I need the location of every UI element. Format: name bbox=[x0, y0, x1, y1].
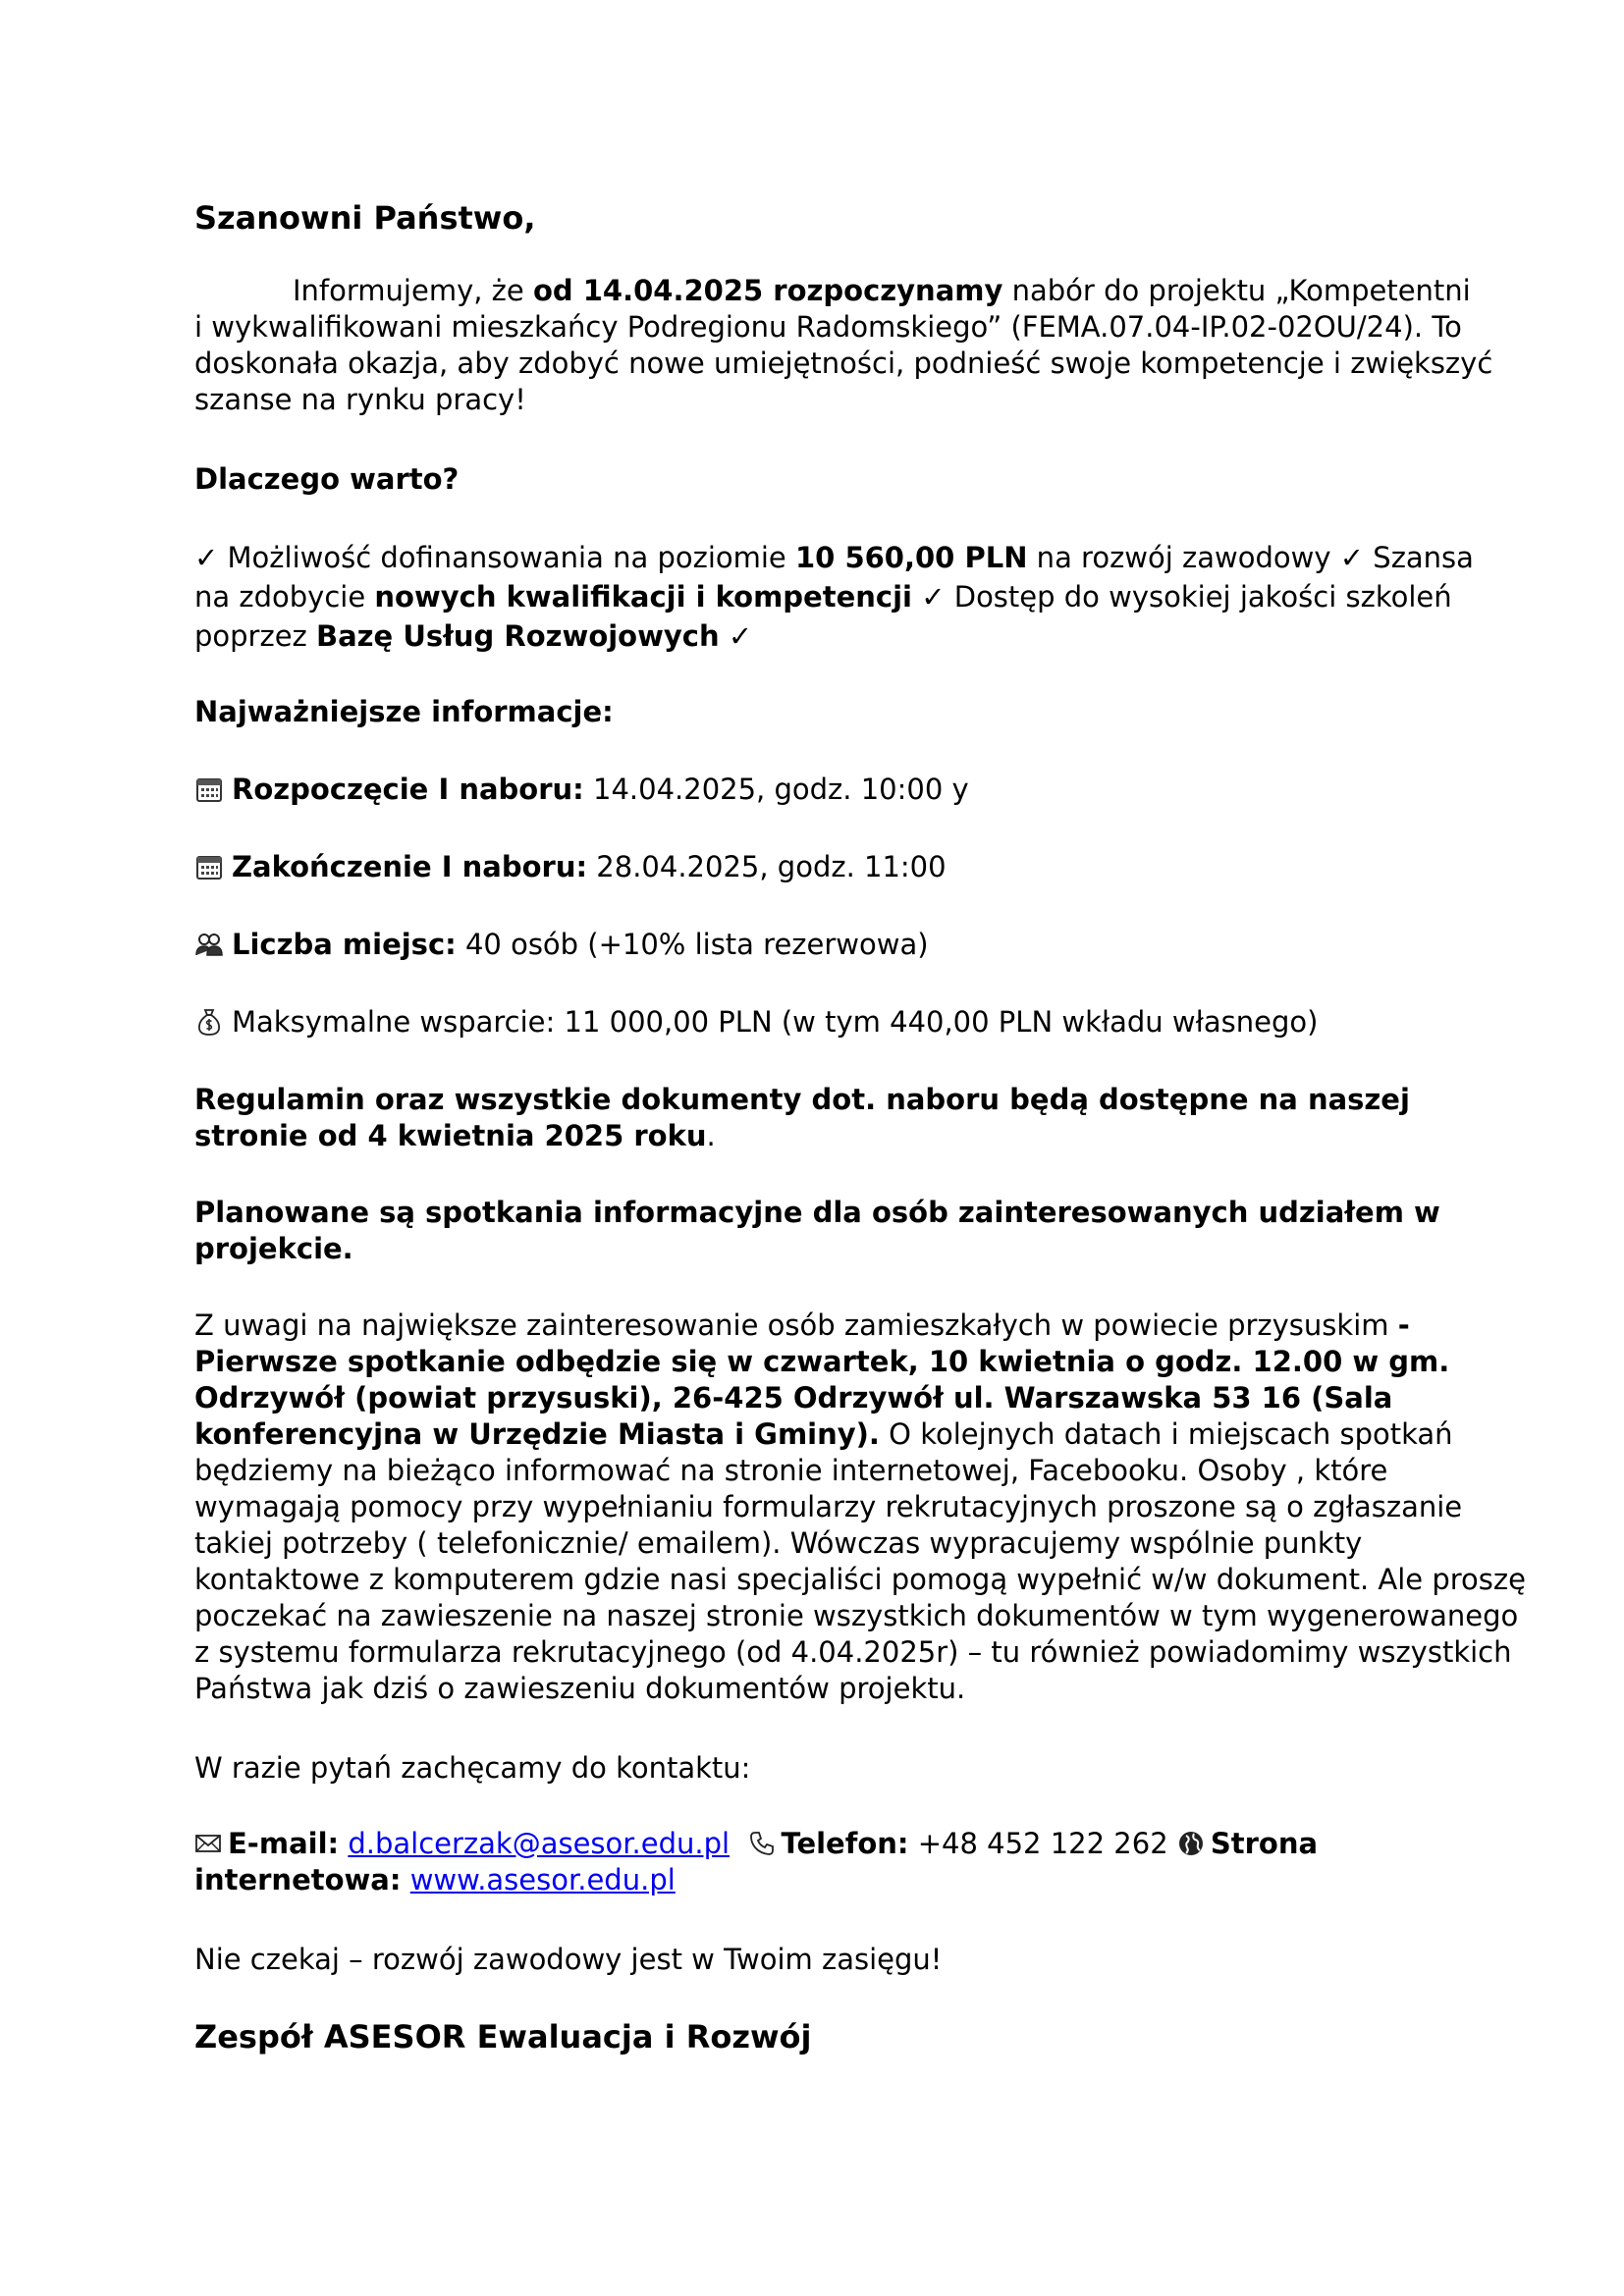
regulamin-paragraph bbox=[194, 1082, 1461, 1154]
regulamin-line-1 bbox=[194, 1082, 1461, 1118]
info-start-row bbox=[194, 772, 1461, 808]
intro-paragraph bbox=[194, 273, 1493, 418]
info-heading: Najważniejsze informacje: bbox=[194, 695, 614, 728]
people-icon bbox=[194, 930, 224, 959]
meetings-text: projekcie. bbox=[194, 1232, 353, 1265]
benefit-bur: Bazę Usług Rozwojowych bbox=[316, 619, 720, 653]
info-places-row bbox=[194, 927, 1461, 963]
details-line-3 bbox=[194, 1380, 1461, 1416]
benefit-amount: 10 560,00 PLN bbox=[795, 541, 1028, 574]
benefits-line-2 bbox=[194, 577, 1461, 616]
details-line-2 bbox=[194, 1344, 1461, 1380]
details-line-10: z systemu formularza rekrutacyjnego (od 4.04.2025r) – tu również powiadomimy wszystkich bbox=[194, 1635, 1512, 1669]
phone-icon bbox=[748, 1830, 776, 1857]
intro-start-date: od 14.04.2025 rozpoczynamy bbox=[532, 274, 1003, 307]
details-line-5: będziemy na bieżąco informować na stronie internetowej, Facebooku. Osoby , które bbox=[194, 1454, 1388, 1487]
web-label: Strona bbox=[1210, 1827, 1319, 1860]
details-line-1 bbox=[194, 1308, 1461, 1344]
details-line-4 bbox=[194, 1416, 1461, 1453]
benefit-text: Dostęp do wysokiej jakości szkoleń bbox=[945, 580, 1452, 614]
checkmark-icon: ✓ bbox=[728, 619, 753, 653]
details-line-8: kontaktowe z komputerem gdzie nasi specjaliści pomogą wypełnić w/w dokument. Ale proszę bbox=[194, 1563, 1526, 1596]
info-end-row bbox=[194, 849, 1461, 885]
intro-project-text: nabór do projektu „Kompetentni bbox=[1002, 274, 1471, 307]
details-line-9: poczekać na zawieszenie na naszej stronie wszystkich dokumentów w tym wygenerowanego bbox=[194, 1599, 1519, 1632]
contact-line-1 bbox=[194, 1826, 1461, 1862]
places-value: 40 osób (+10% lista rezerwowa) bbox=[456, 928, 929, 961]
globe-icon bbox=[1177, 1830, 1205, 1857]
end-label: Zakończenie I naboru: bbox=[232, 850, 588, 883]
details-line-7: takiej potrzeby ( telefonicznie/ emailem). Wówczas wypracujemy wspólnie punkty bbox=[194, 1526, 1363, 1560]
meetings-line-1 bbox=[194, 1195, 1461, 1231]
checkmark-icon: ✓ bbox=[194, 541, 219, 574]
meeting-info: Pierwsze spotkanie odbędzie się w czwartek, 10 kwietnia o godz. 12.00 w gm. bbox=[194, 1345, 1450, 1378]
start-label: Rozpoczęcie I naboru: bbox=[232, 773, 584, 806]
benefit-qualifications: nowych kwalifikacji i kompetencji bbox=[374, 580, 912, 614]
details-line-11: Państwa jak dziś o zawieszeniu dokumentów projektu. bbox=[194, 1672, 966, 1705]
intro-line-1 bbox=[194, 273, 1471, 309]
calendar-icon bbox=[194, 774, 224, 804]
contact-intro: W razie pytań zachęcamy do kontaktu: bbox=[194, 1751, 751, 1785]
web-label: internetowa: bbox=[194, 1863, 402, 1896]
meeting-address: Odrzywół (powiat przysuski), 26-425 Odrzywół ul. Warszawska 53 16 (Sala bbox=[194, 1381, 1393, 1415]
envelope-icon bbox=[194, 1830, 222, 1857]
benefit-text: na rozwój zawodowy bbox=[1027, 541, 1340, 574]
details-line-6: wymagają pomocy przy wypełnianiu formularzy rekrutacyjnych proszone są o zgłaszanie bbox=[194, 1490, 1463, 1523]
end-value: 28.04.2025, godz. 11:00 bbox=[587, 850, 947, 883]
regulamin-line-2 bbox=[194, 1118, 1461, 1154]
info-support-row bbox=[194, 1004, 1461, 1041]
benefits-line-1 bbox=[194, 538, 1474, 577]
benefit-text: Szansa bbox=[1364, 541, 1474, 574]
benefits-line-3 bbox=[194, 616, 1461, 656]
intro-line-4: szanse na rynku pracy! bbox=[194, 383, 526, 416]
details-paragraph bbox=[194, 1308, 1526, 1707]
contact-block bbox=[194, 1826, 1461, 1898]
signature: Zespół ASESOR Ewaluacja i Rozwój bbox=[194, 2018, 812, 2056]
meetings-text: Planowane są spotkania informacyjne dla osób zainteresowanych udziałem w bbox=[194, 1196, 1440, 1229]
benefit-text: na zdobycie bbox=[194, 580, 375, 614]
support-text: Maksymalne wsparcie: 11 000,00 PLN (w tym 440,00 PLN wkładu własnego) bbox=[232, 1005, 1319, 1039]
checkmark-icon: ✓ bbox=[1339, 541, 1365, 574]
benefits-paragraph bbox=[194, 538, 1474, 656]
greeting: Szanowni Państwo, bbox=[194, 199, 536, 237]
contact-line-2 bbox=[194, 1862, 1461, 1898]
meetings-paragraph bbox=[194, 1195, 1461, 1267]
intro-line-2: i wykwalifikowani mieszkańcy Podregionu Radomskiego” (FEMA.07.04-IP.02-02OU/24). To bbox=[194, 310, 1462, 344]
website-link[interactable]: www.asesor.edu.pl bbox=[409, 1863, 676, 1896]
email-link[interactable]: d.balcerzak@asesor.edu.pl bbox=[348, 1827, 731, 1860]
phone-number: +48 452 122 262 bbox=[917, 1827, 1168, 1860]
intro-text: Informujemy, że bbox=[293, 274, 533, 307]
phone-label: Telefon: bbox=[781, 1827, 909, 1860]
regulamin-period: . bbox=[706, 1119, 716, 1152]
meetings-line-2 bbox=[194, 1231, 1461, 1267]
intro-line-3: doskonała okazja, aby zdobyć nowe umiejętności, podnieść swoje kompetencje i zwiększyć bbox=[194, 347, 1493, 380]
regulamin-text: Regulamin oraz wszystkie dokumenty dot. naboru będą dostępne na naszej bbox=[194, 1083, 1410, 1116]
money-bag-icon bbox=[194, 1007, 224, 1037]
meeting-room: konferencyjna w Urzędzie Miasta i Gminy). bbox=[194, 1417, 880, 1451]
details-text: Z uwagi na największe zainteresowanie osób zamieszkałych w powiecie przysuskim bbox=[194, 1308, 1398, 1342]
email-label: E-mail: bbox=[228, 1827, 340, 1860]
details-dash: - bbox=[1397, 1308, 1410, 1342]
benefit-text: poprzez bbox=[194, 619, 316, 653]
details-text: O kolejnych datach i miejscach spotkań bbox=[879, 1417, 1453, 1451]
checkmark-icon: ✓ bbox=[921, 580, 946, 614]
why-heading: Dlaczego warto? bbox=[194, 462, 460, 496]
places-label: Liczba miejsc: bbox=[232, 928, 457, 961]
closing-text: Nie czekaj – rozwój zawodowy jest w Twoim zasięgu! bbox=[194, 1943, 943, 1976]
start-value: 14.04.2025, godz. 10:00 y bbox=[583, 773, 969, 806]
calendar-icon bbox=[194, 852, 224, 881]
benefit-text: Możliwość dofinansowania na poziomie bbox=[218, 541, 795, 574]
regulamin-date: stronie od 4 kwietnia 2025 roku bbox=[194, 1119, 707, 1152]
